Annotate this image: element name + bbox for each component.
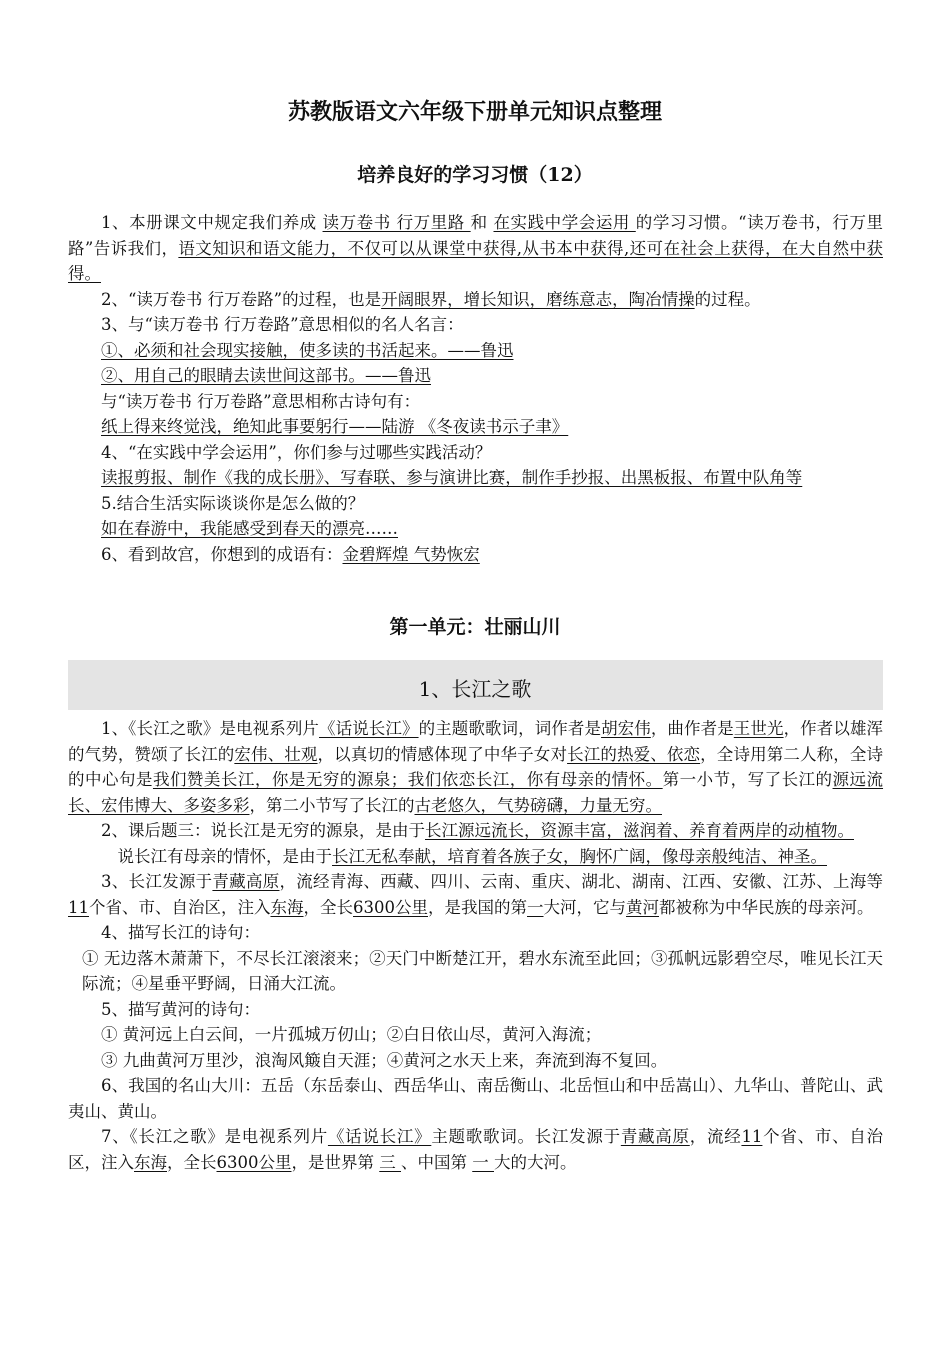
text: 6、看到故宫，你想到的成语有：: [101, 544, 343, 564]
underlined-answer: 源远流长、宏伟博大、多姿多彩: [68, 770, 884, 815]
underlined-answer: ②、用自己的眼睛去读世间这部书。——鲁迅: [101, 366, 431, 385]
underlined-answer: 《话说长江》: [319, 719, 419, 738]
underlined-answer: 读报剪报、制作《我的成长册》、写春联、参与演讲比赛，制作手抄报、出黑板报、布置中队角等: [101, 468, 803, 487]
text: 都被称为中华民族的母亲河。: [659, 897, 874, 917]
text: 的主题歌歌词，词作者是: [418, 719, 602, 738]
lesson-item-2-cont: [68, 844, 883, 870]
text: 2、“读万卷书 行万卷路”的过程，也是: [101, 289, 382, 309]
underlined-answer: 三: [379, 1152, 401, 1172]
text: 大河，它与: [543, 897, 626, 917]
text: ，流经: [689, 1127, 742, 1146]
underlined-answer: 胡宏伟: [601, 719, 651, 738]
poem-line: [68, 414, 883, 440]
underlined-answer: 长江无私奉献，培育着各族子女，胸怀广阔，像母亲般纯洁、神圣。: [332, 846, 827, 866]
text: 和: [470, 213, 494, 232]
lesson-item-1: [68, 716, 883, 818]
text: 大的大河。: [494, 1152, 577, 1172]
paragraph-4: 4、“在实践中学会运用”，你们参与过哪些实践活动？: [101, 442, 492, 462]
underlined-answer: 开阔眼界，增长知识，磨练意志，陶冶情操: [381, 289, 695, 309]
text: 1、本册课文中规定我们养成: [101, 213, 323, 232]
unit-title: 第一单元：壮丽山川: [389, 616, 561, 638]
underlined-answer: 青藏高原: [212, 872, 280, 891]
underlined-answer: 6300公里: [353, 897, 428, 917]
text: 1、《长江之歌》是电视系列片: [101, 719, 320, 738]
lesson-item-6: 6、我国的名山大川：五岳（东岳泰山、西岳华山、南岳衡山、北岳恒山和中岳嵩山）、九华山、普陀山、武夷山、黄山。: [68, 1076, 883, 1121]
underlined-answer: 东海: [270, 897, 304, 917]
text: 、中国第: [401, 1152, 473, 1172]
text: ，以真切的情感体现了中华子女对: [317, 744, 568, 764]
underlined-answer: 语文知识和语文能力，不仅可以从课堂中获得,从书本中获得,还可在社会上获得，在大自然中获得。: [68, 238, 883, 283]
text: 主题歌歌词。长江发源于: [431, 1127, 621, 1146]
underlined-answer: 如在春游中，我能感受到春天的漂亮……: [101, 519, 398, 538]
text: 个省、市、自治区，注入: [68, 1127, 884, 1172]
text: 的过程。: [694, 289, 761, 309]
text: ，是我国的第: [428, 897, 527, 917]
lesson-item-2: [68, 818, 883, 844]
paragraph-4-answer: [68, 465, 883, 491]
underlined-answer: 一: [472, 1152, 494, 1172]
text: ，全长: [167, 1152, 217, 1172]
underlined-answer: 11: [68, 897, 89, 917]
underlined-answer: 一: [527, 897, 544, 917]
underlined-answer: 长江源远流长，资源丰富，滋润着、养育着两岸的动植物。: [425, 821, 854, 840]
paragraph-2: [68, 287, 883, 313]
page-title: 苏教版语文六年级下册单元知识点整理: [287, 99, 662, 125]
text: ，是世界第: [291, 1152, 380, 1172]
habits-section: [68, 210, 883, 567]
text: ，曲作者是: [650, 719, 734, 738]
underlined-answer: 宏伟、壮观: [234, 744, 318, 764]
text: ，全长: [303, 897, 353, 917]
text: 个省、市、自治区，注入: [89, 897, 271, 917]
text: 说长江有母亲的情怀，是由于: [117, 846, 332, 866]
underlined-answer: 6300公里: [216, 1152, 292, 1172]
paragraph-3b: 与“读万卷书 行万卷路”意思相称古诗句有：: [101, 391, 421, 411]
underlined-answer: 王世光: [733, 719, 784, 738]
text: 2、课后题三：说长江是无穷的源泉，是由于: [101, 821, 425, 840]
underlined-answer: 古老悠久，气势磅礴，力量无穷。: [414, 795, 662, 815]
underlined-answer: 长江的热爱、依恋: [567, 744, 701, 764]
lesson-item-4: 4、描写长江的诗句：: [101, 923, 260, 942]
underlined-answer: 11: [741, 1127, 763, 1146]
yellow-river-poems-1: ① 黄河远上白云间，一片孤城万仞山；②白日依山尽，黄河入海流；: [101, 1025, 602, 1044]
underlined-answer: 在实践中学会运用: [493, 213, 636, 232]
text: ，作者以雄浑的气势，赞颂了长江的: [68, 719, 884, 764]
quote-1: [68, 338, 883, 364]
text: 3、长江发源于: [101, 872, 213, 891]
underlined-answer: 《话说长江》: [327, 1127, 432, 1146]
paragraph-1: [68, 210, 883, 287]
text: ，第二小节写了长江的: [249, 795, 415, 815]
underlined-answer: 金碧辉煌 气势恢宏: [342, 544, 480, 564]
lesson-item-7: [68, 1124, 883, 1175]
underlined-answer: 纸上得来终觉浅，绝知此事要躬行——陆游 《冬夜读书示子聿》: [101, 417, 569, 436]
underlined-answer: 东海: [134, 1152, 167, 1172]
underlined-answer: 黄河: [626, 897, 659, 917]
quote-2: [68, 363, 883, 389]
yangtze-poems: ① 无边落木萧萧下，不尽长江滚滚来；②天门中断楚江开，碧水东流至此回；③孤帆远影碧空尽，唯见长江天际流；④星垂平野阔，日涌大江流。: [82, 948, 883, 993]
paragraph-6: [68, 542, 883, 568]
paragraph-5: 5.结合生活实际谈谈你是怎么做的？: [101, 493, 365, 513]
lesson-section: [68, 716, 883, 1175]
section-title-habits: 培养良好的学习习惯（12）: [357, 164, 593, 186]
text: ，流经青海、西藏、四川、云南、重庆、湖北、湖南、江西、安徽、江苏、上海等: [279, 872, 884, 891]
underlined-answer: 读万卷书 行万里路: [322, 213, 471, 232]
lesson-item-5: 5、描写黄河的诗句：: [101, 999, 260, 1019]
underlined-answer: 我们赞美长江，你是无穷的源泉；我们依恋长江，你有母亲的情怀。: [152, 770, 663, 789]
underlined-answer: ①、必须和社会现实接触，使多读的书活起来。——鲁迅: [101, 340, 514, 360]
lesson-item-3: [68, 869, 883, 920]
yellow-river-poems-2: ③ 九曲黄河万里沙，浪淘风簸自天涯；④黄河之水天上来，奔流到海不复回。: [101, 1050, 668, 1070]
text: 第一小节，写了长江的: [662, 770, 833, 789]
paragraph-5-answer: [68, 516, 883, 542]
underlined-answer: 青藏高原: [620, 1127, 690, 1146]
text: 7、《长江之歌》是电视系列片: [101, 1127, 328, 1146]
lesson-title: 1、长江之歌: [418, 677, 532, 701]
paragraph-3: 3、与“读万卷书 行万卷路”意思相似的名人名言：: [101, 315, 464, 334]
text: ，全诗用第二人称，全诗的中心句是: [68, 744, 884, 789]
text: 的学习习惯。“读万卷书，行万里路”告诉我们，: [68, 213, 884, 258]
